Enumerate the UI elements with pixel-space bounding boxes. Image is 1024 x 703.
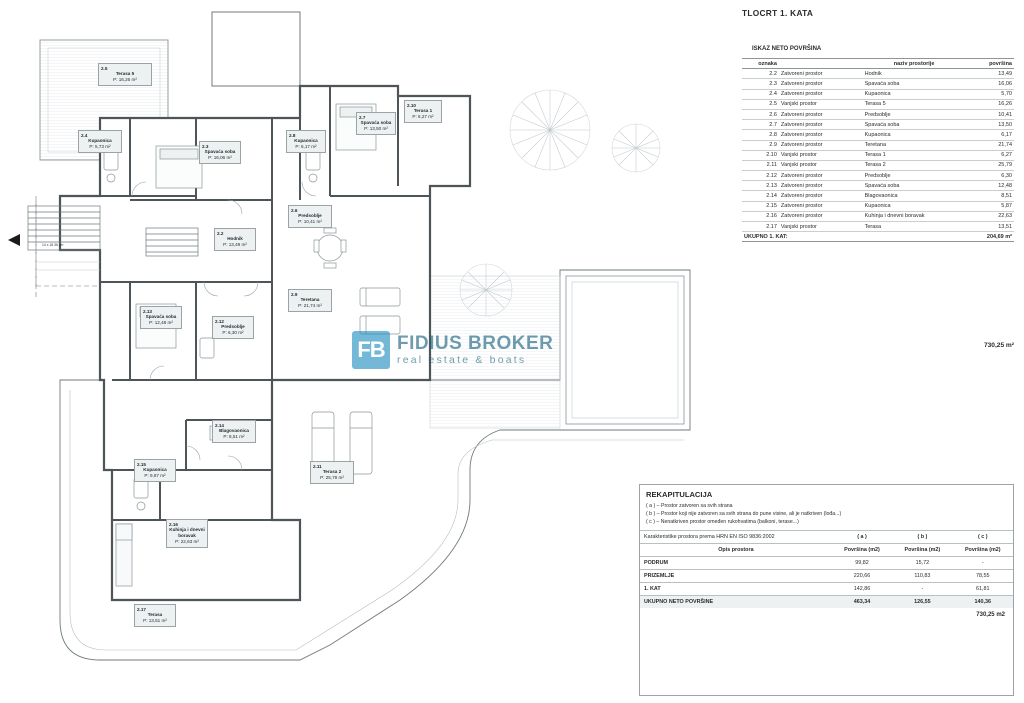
recap-unit-row: [640, 544, 1013, 557]
recap-unit-b: Površina (m2): [892, 544, 952, 557]
cell-oznaka: 2.10: [742, 150, 779, 160]
recap-row: [640, 583, 1013, 596]
recap-row-b: 15,72: [892, 557, 952, 570]
cell-povrsina: 10,41: [966, 109, 1014, 119]
recap-row-a: 220,66: [832, 570, 892, 583]
col-naziv: naziv prostorije: [863, 59, 966, 69]
cell-naziv: Spavaća soba: [863, 120, 966, 130]
cell-povrsina: 16,06: [966, 79, 1014, 89]
cell-kind: Zatvoreni prostor: [779, 140, 863, 150]
table-row: [742, 150, 1014, 160]
recap-notes: [640, 502, 1013, 530]
recap-row-c: 61,81: [953, 583, 1013, 596]
recap-sum-a: 463,34: [832, 596, 892, 609]
watermark-line1: FIDIUS BROKER: [397, 333, 554, 355]
recap-opis-label: Opis prostora: [640, 544, 832, 557]
cell-kind: Zatvoreni prostor: [779, 79, 863, 89]
neto-areas-caption: ISKAZ NETO POVRŠINA: [752, 46, 822, 52]
cell-naziv: Blagovaonica: [863, 191, 966, 201]
table-row: [742, 191, 1014, 201]
room-label-2-11: 2.11 Terasa 2 P: 25,79 m²: [310, 461, 354, 484]
cell-oznaka: 2.6: [742, 109, 779, 119]
cell-naziv: Kupaonica: [863, 89, 966, 99]
cell-naziv: Kuhinja i dnevni boravak: [863, 211, 966, 221]
room-label-2-12: 2.12 Predsoblje P: 6,30 m²: [212, 316, 254, 339]
cell-kind: Zatvoreni prostor: [779, 171, 863, 181]
cell-oznaka: 2.5: [742, 99, 779, 109]
page-title: TLOCRT 1. KATA: [742, 8, 814, 18]
room-label-2-16: 2.16 Kuhinja i dnevni boravak P: 22,63 m²: [166, 519, 208, 548]
recap-table: [640, 530, 1013, 608]
col-povrsina: površina: [966, 59, 1014, 69]
room-label-2-9: 2.9 Teretana P: 21,74 m²: [288, 289, 332, 312]
recap-sum-label: UKUPNO NETO POVRŠINE: [640, 596, 832, 609]
cell-kind: Zatvoreni prostor: [779, 211, 863, 221]
table-row: [742, 120, 1014, 130]
recap-row-b: -: [892, 583, 952, 596]
cell-kind: Zatvoreni prostor: [779, 191, 863, 201]
table-row: [742, 201, 1014, 211]
table-row: [742, 160, 1014, 170]
cell-povrsina: 6,17: [966, 130, 1014, 140]
table-total-row: [742, 232, 1014, 242]
cell-kind: Zatvoreni prostor: [779, 89, 863, 99]
cell-povrsina: 16,26: [966, 99, 1014, 109]
cell-povrsina: 13,51: [966, 222, 1014, 232]
cell-naziv: Kupaonica: [863, 130, 966, 140]
table-row: [742, 99, 1014, 109]
watermark-line2: real estate & boats: [397, 354, 527, 367]
cell-povrsina: 25,79: [966, 160, 1014, 170]
cell-kind: Zatvoreni prostor: [779, 181, 863, 191]
cell-kind: Zatvoreni prostor: [779, 120, 863, 130]
total-value: 204,69 m²: [966, 232, 1014, 242]
table-row: [742, 181, 1014, 191]
recap-row-c: -: [953, 557, 1013, 570]
recap-col-a: ( a ): [832, 531, 892, 544]
cell-povrsina: 21,74: [966, 140, 1014, 150]
cell-oznaka: 2.9: [742, 140, 779, 150]
table-row: [742, 222, 1014, 232]
recap-row-label: 1. KAT: [640, 583, 832, 596]
recap-row: [640, 570, 1013, 583]
cell-oznaka: 2.17: [742, 222, 779, 232]
table-row: [742, 140, 1014, 150]
recap-row-a: 99,82: [832, 557, 892, 570]
cell-kind: Vanjski prostor: [779, 222, 863, 232]
room-label-2-7: 2.7 Spavaća soba P: 13,50 m²: [356, 112, 396, 135]
cell-oznaka: 2.14: [742, 191, 779, 201]
cell-oznaka: 2.4: [742, 89, 779, 99]
recap-row-label: PODRUM: [640, 557, 832, 570]
recapitulation-panel: [639, 484, 1014, 696]
recap-note-c: ( c ) – Nenatkriven prostor omeđen rukohvatima (balkoni, terase...): [646, 519, 799, 526]
recap-sum-row: [640, 596, 1013, 609]
cell-oznaka: 2.8: [742, 130, 779, 140]
room-label-2-6: 2.6 Predsoblje P: 10,41 m²: [288, 205, 332, 228]
recap-row-c: 78,55: [953, 570, 1013, 583]
recap-row-label: PRIZEMLJE: [640, 570, 832, 583]
cell-oznaka: 2.2: [742, 69, 779, 79]
cell-naziv: Hodnik: [863, 69, 966, 79]
recap-row-b: 110,83: [892, 570, 952, 583]
cell-oznaka: 2.12: [742, 171, 779, 181]
grand-total: 730,25 m²: [983, 342, 1014, 349]
cell-naziv: Terasa 1: [863, 150, 966, 160]
cell-kind: Zatvoreni prostor: [779, 69, 863, 79]
cell-naziv: Terasa 5: [863, 99, 966, 109]
room-label-2-14: 2.14 Blagovaonica P: 8,51 m²: [212, 420, 256, 443]
cell-oznaka: 2.11: [742, 160, 779, 170]
cell-povrsina: 13,50: [966, 120, 1014, 130]
cell-povrsina: 12,48: [966, 181, 1014, 191]
cell-naziv: Predsoblje: [863, 109, 966, 119]
recap-row-a: 142,86: [832, 583, 892, 596]
cell-povrsina: 22,63: [966, 211, 1014, 221]
recap-col-c: ( c ): [953, 531, 1013, 544]
cell-oznaka: 2.13: [742, 181, 779, 191]
col-oznaka: oznaka: [742, 59, 779, 69]
recap-col-b: ( b ): [892, 531, 952, 544]
cell-kind: Vanjski prostor: [779, 150, 863, 160]
total-label: UKUPNO 1. KAT:: [742, 232, 966, 242]
recap-std-label: Karakteristike prostora prema HRN EN ISO 9836:2002: [640, 531, 832, 544]
cell-kind: Zatvoreni prostor: [779, 109, 863, 119]
cell-naziv: Spavaća soba: [863, 181, 966, 191]
table-header-row: [742, 59, 1014, 69]
fidius-logo-icon: FB: [352, 331, 390, 369]
recap-note-a: ( a ) – Prostor zatvoren sa svih strana: [646, 503, 733, 509]
recap-sum-b: 126,55: [892, 596, 952, 609]
cell-oznaka: 2.15: [742, 201, 779, 211]
recap-row: [640, 557, 1013, 570]
recap-title: REKAPITULACIJA: [646, 490, 713, 499]
room-label-2-13: 2.13 Spavaća soba P: 12,48 m²: [140, 306, 182, 329]
room-label-2-4: 2.4 Kupaonica P: 5,73 m²: [78, 130, 122, 153]
cell-kind: Zatvoreni prostor: [779, 130, 863, 140]
recap-unit-a: Površina (m2): [832, 544, 892, 557]
cell-kind: Zatvoreni prostor: [779, 201, 863, 211]
table-row: [742, 69, 1014, 79]
recap-sum-c: 140,36: [953, 596, 1013, 609]
svg-text:14 x 18.36 cm: 14 x 18.36 cm: [42, 243, 64, 247]
col-kind: [779, 59, 863, 69]
cell-naziv: Terasa: [863, 222, 966, 232]
cell-povrsina: 13,49: [966, 69, 1014, 79]
cell-povrsina: 6,27: [966, 150, 1014, 160]
cell-naziv: Predsoblje: [863, 171, 966, 181]
table-row: [742, 130, 1014, 140]
recap-header-row: [640, 531, 1013, 544]
cell-kind: Vanjski prostor: [779, 99, 863, 109]
cell-kind: Vanjski prostor: [779, 160, 863, 170]
cell-naziv: Terasa 2: [863, 160, 966, 170]
room-label-2-3: 2.3 Spavaća soba P: 16,06 m²: [199, 141, 241, 164]
cell-povrsina: 5,70: [966, 89, 1014, 99]
cell-naziv: Kupaonica: [863, 201, 966, 211]
cell-povrsina: 6,30: [966, 171, 1014, 181]
neto-areas-table: [742, 58, 1014, 242]
recap-unit-c: Površina (m2): [953, 544, 1013, 557]
table-row: [742, 109, 1014, 119]
table-row: [742, 79, 1014, 89]
room-label-2-8: 2.8 Kupaonica P: 6,17 m²: [286, 130, 326, 153]
cell-povrsina: 5,87: [966, 201, 1014, 211]
cell-oznaka: 2.16: [742, 211, 779, 221]
watermark: [352, 326, 652, 374]
recap-note-b: ( b ) – Prostor koji nije zatvoren sa svih strana do pune visine, ali je natkriven (lođa...): [646, 511, 842, 518]
table-row: [742, 211, 1014, 221]
room-label-2-2: 2.2 Hodnik P: 13,49 m²: [214, 228, 256, 251]
room-label-2-10: 2.10 Terasa 1 P: 6,27 m²: [404, 100, 442, 123]
table-row: [742, 89, 1014, 99]
cell-naziv: Spavaća soba: [863, 79, 966, 89]
cell-oznaka: 2.7: [742, 120, 779, 130]
recap-final-total: 730,25 m2: [976, 612, 1005, 619]
room-label-2-5: 2.5 Terasa 5 P: 16,26 m²: [98, 63, 152, 86]
cell-povrsina: 8,51: [966, 191, 1014, 201]
cell-oznaka: 2.3: [742, 79, 779, 89]
room-label-2-15: 2.15 Kupaonica P: 9,87 m²: [134, 459, 176, 482]
table-row: [742, 171, 1014, 181]
room-label-2-17: 2.17 Terasa P: 13,51 m²: [134, 604, 176, 627]
cell-naziv: Teretana: [863, 140, 966, 150]
